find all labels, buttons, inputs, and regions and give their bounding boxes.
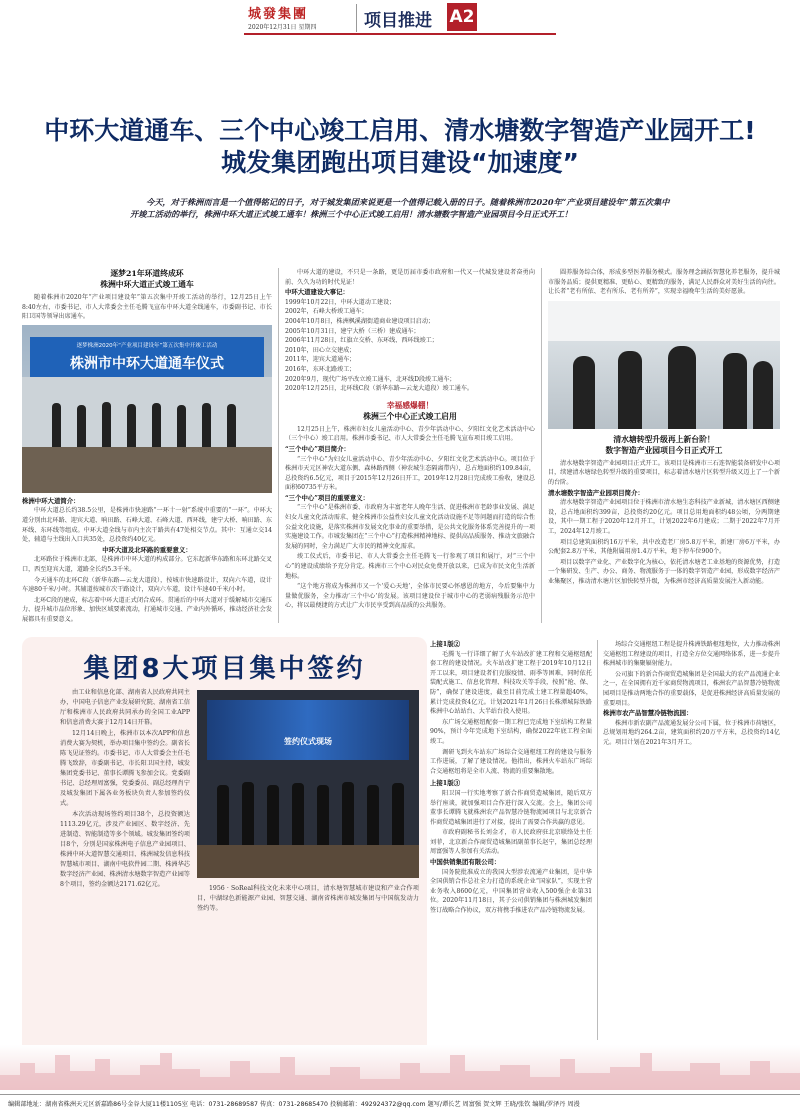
signing-text	[60, 688, 190, 891]
qingshuitang-banner-2: 数字智造产业园项目今日正式开工	[605, 445, 723, 455]
timeline-head: 中环大道建设大事记：	[285, 288, 349, 297]
supply-group-head: 中国供销集团有限公司：	[430, 858, 501, 867]
article-highway-para: 随着株洲市2020年“产业项目建设年”第五次集中开竣工活动的举行，12月25日上午8:40左右，市委书记、市人大常委会主任毛腾飞宣布中环大道全线通车，市委副书记、市长阳卫国等领导出席通车。	[22, 294, 272, 321]
centers-sub-1: “三个中心”项目简介：	[285, 444, 350, 453]
headline-line-1: 中环大道通车、三个中心竣工启用、清水塘数字智造产业园开工!	[44, 116, 756, 145]
signing-para-3: 本次活动现场签约项目38个，总投资额达1113.29亿元，涉及产业园区、数字经济、先进制造、智能制造等多个领域。城发集团签约项目8个，分别是国家株洲电子信息产业园项目、株洲中环大道智慧交通项目、株洲城发信息科技智慧城市项目、湖南中电软件园二期、株洲华芯数字经济产业园、株洲清水塘数字智造产业园等8个项目，签约金额达2171.62亿元。	[60, 811, 190, 888]
signing-para-2: 12月14日晚上，株洲市以本次APP和信息消费大赛为契机，举办项目集中签约会。副省长陈飞见证签约。市委书记、市人大常委会主任毛腾飞致辞，市委副书记、市长阳卫国主持，城发集团党委书记、董事长谭腾飞参加会议。党委副书记、总经理周富强，党委委员、副总经理肖宁及城发集团下属各业务板块负责人参加签约仪式。	[60, 730, 190, 807]
highway-para-5: 北环C段的建成，标志着中环大道正式闭合成环。贯通后的中环大道对于缓解城市交通压力、提升城市品位形象、加快区域要素流动，打通城市交通、产业内外循环，推动经济社会发展都具有重要意义。	[22, 596, 272, 623]
inspection-photo	[548, 301, 780, 429]
main-headline	[20, 115, 780, 179]
page-number: A2	[447, 3, 477, 31]
continued-para: 东广场交通枢纽配套一期工程已完成地下室结构工程量90%，预计今年完成地下室结构，确保2022年底工程全面竣工。	[430, 718, 592, 745]
continued-para: 市政府副秘书长刘金才，市人民政府驻北京联络处主任刘菲，北京新合作商贸造城集团副董事长赵宁，集团总经理周富强等人参加有关活动。	[430, 829, 592, 856]
continued-para: 国务院批准成立的我国大型涉农流通产业集团，是中华全国供销合作总社全力打造的系统企业“国家队”，实现主营业务收入8600亿元，中国集团营业收入500强企业第31位。2020年11月18日，其子公司供销集团与株洲城发集团签订战略合作协议，双方将携手推进农产品冷链物流发展。	[430, 868, 592, 915]
highway-intro-para: 中环大道总长约38.5公里，是株洲市快速路“一环十一射”系统中重要的“一环”。中环大道分别由北环路、迎宾大道、响田路、石峰大道、石峰大道、西环线，建宁大桥、响田路、东环线、东环线等组成。中环大道全线与市内主次干路共有47处相交节点。其中：互通立交14处，辅道与主线出入口共35处，总投资约40亿元。	[22, 507, 272, 544]
article-qingshuitang	[548, 268, 780, 588]
highway-para-6: 中环大道的建设，不只是一条路，更是历届市委市政府和一代又一代城发建设者奋勇向前、久久为功的时代见证！	[285, 269, 535, 286]
timeline-item: 2010年，田心立交建成；	[285, 346, 356, 354]
masthead-brand: 城發集團	[248, 7, 309, 22]
signing-photo	[197, 690, 419, 878]
ceremony-backdrop-title: 株洲市中环大道通车仪式	[70, 355, 224, 372]
continued-col-2	[603, 640, 780, 749]
article-highway	[22, 268, 272, 626]
article-centers	[285, 268, 535, 612]
header-divider	[356, 4, 357, 32]
timeline-item: 2004年10月8日，株洲枫溪湖街道商业建设项目启动；	[285, 317, 435, 325]
timeline-item: 2016年，东环北路竣工；	[285, 365, 356, 373]
continued-tag-3: 上接1版③	[430, 779, 461, 788]
centers-para-3: “三个中心”是株洲市委、市政府为丰富老年人晚年生活、促进株洲市老龄事业发展、满足妇女儿童文化活动需求、健全株洲市公益性妇女儿童文化活动设施不足等问题而打造的综合性公益文化设施，是落实株洲市发展文化事业的重要举措，是公共文化服务体系完善提升的一项实施建设工作。市城发集团在“三个中心”打造株洲精神地标、提供高品质服务、推动文旅融合发展的同时，全力满足广大市民的精神文化需求。	[285, 504, 535, 550]
ceremony-backdrop-small: 逐梦株洲2020年“产业项目建设年”第五次集中开竣工活动	[76, 342, 218, 349]
continued-tag-2: 上接1版②	[430, 640, 461, 648]
timeline-item: 2011年，迎宾大道通车；	[285, 356, 356, 364]
signing-photo-banner: 签约仪式现场	[284, 737, 332, 746]
signing-section-title: 集团8大项目集中签约	[83, 654, 366, 684]
continued-para: 调研飞到火车站东广场综合交通枢纽工程的建设与服务工作进展，了解了建设情况。他指出，株洲火车站东广场综合交通枢纽将是全市人流、物流的重要集散地。	[430, 748, 592, 775]
continued-col-1	[430, 640, 592, 917]
continued-para: 毛腾飞一行详细了解了火车站改扩建工程和交通枢纽配套工程的建设情况。火车站改扩建工程于2019年10月12日开工以来，项目建设者们克服疫情、雨季等困难，同时依托装配式施工、信息化管理、科技攻关等手段，按照“抢、保、防”，确保了建设进度，截至目前完成土建工程量超40%，累计完成投资4亿元。计划2021年1月26日长株潭城际铁路株洲中心站站台、大半站台投入使用。	[430, 650, 592, 716]
signing-para-1: 由工业和信息化部、湖南省人民政府共同主办，中国电子信息产业发展研究院、湖南省工信厅和株洲市人民政府共同承办的全国工业APP和信息消费大赛于12月14日开幕。	[60, 689, 190, 726]
headline-line-2: 城发集团跑出项目建设“加速度”	[221, 148, 579, 177]
centers-title-1: 幸福感爆棚！	[386, 400, 434, 410]
ceremony-photo	[22, 325, 272, 493]
timeline-item: 2005年10月31日，建宁大桥（三桥）建成通车；	[285, 327, 420, 335]
highway-para-3: 北环路位于株洲市北部，是株洲市中环大道的构成部分。它东起新华东路和东环北路交叉口，西至迎宾大道，道路全长约5.3千米。	[22, 556, 272, 573]
page-footer: 编辑部地址：湖南省株洲天元区新嘉路86号金谷大厦11楼1105室 电话：0731-28689587 传真：0731-28685470 投稿邮箱：492924372@qq.com 题写/谭长艺 周富强 贺文辉 王晓/张钦 编辑/罗泽丹 周漫	[0, 1094, 800, 1120]
article-highway-title-2: 株洲中环大道正式竣工通车	[100, 280, 194, 289]
timeline-item: 2006年11月28日，红旗立交桥、东环线、西环线竣工；	[285, 337, 438, 345]
timeline-item: 2020年9月，现代广场平改立竣工通车，北环线D段竣工通车；	[285, 375, 456, 383]
timeline-item: 2002年，石峰大桥竣工通车；	[285, 308, 368, 316]
centers-para-2: “三个中心”为妇女儿童活动中心、青少年活动中心、夕阳红文化艺术活动中心。项目位于株洲市天元区神农大道东侧、森林路西侧（神农城生态隔离带内），总占地面积约109.84亩，总投资约6.5亿元，项目于2015年12月26日开工，2019年12月28日完成竣工验收，建设总面积60735平方米。	[285, 455, 535, 492]
continued-para: 场综合交通枢纽工程是提升株洲铁路枢纽地位，大力推动株洲交通枢纽工程建设的项目，打造全方位交通网络体系，进一步提升株洲城市的集聚辐射能力。	[603, 641, 780, 668]
signing-caption	[197, 884, 419, 915]
timeline-item: 1999年10月22日，中环大道动工建设；	[285, 298, 396, 306]
centers-para-4: 竣工仪式后，市委书记、市人大常委会主任毛腾飞一行参观了项目和展厅，对“三个中心”的建设成绩给予充分肯定。株洲市三个中心对民众免费开放以来，已成为市民文化生活新地标。	[285, 553, 535, 580]
qingshuitang-para-1: 清水塘数字智造产业园项目正式开工。该项目是株洲市三石连智能装备研发中心项目，续建清水塘绿色转型升级的重要项目，标志着清水塘片区转型升级又迈上了一个新的台阶。	[548, 459, 780, 486]
qingshuitang-top-para: 圆养服务综合体，形成多型医养服务模式。服务理念涵括智慧化养老服务，提升城市服务品质；提供更精准、更贴心、更精致的服务，满足人民群众对美好生活的向往。让长者“老有所依、老有所乐、老有所养”，实现幸福晚年生活的美好愿景。	[548, 269, 780, 296]
ceremony-backdrop	[30, 337, 264, 377]
header-rule	[244, 33, 556, 35]
continued-para: 公司旗下的新合作商贸造城集团是全国最大的农产品流通企业之一，在全国拥有近千家商贸物流项目，株洲农产品智慧冷链物流园项目是推动两地合作的重要载体，是促进株洲经济高质量发展的重要项目。	[603, 670, 780, 707]
qingshuitang-para-2: 清水塘数字智造产业园项目位于株洲市清水塘生态科技产业新城，清水塘区西侧建设，总占地面积约399亩，总投资约20亿元。项目总用地面积约48公顷，分两期建设，其中一期工程于2020年12月开工，计划2022年6月建成；二期于2022年7月开工，2024年12月竣工。	[548, 499, 780, 535]
centers-para-1: 12月25日上午，株洲市妇女儿童活动中心、青少年活动中心、夕阳红文化艺术活动中心（三个中心）竣工启用。株洲市委书记、市人大常委会主任毛腾飞宣布项目竣工启用。	[285, 425, 535, 443]
section-title: 项目推进	[364, 11, 432, 31]
qingshuitang-para-4: 项目以数字产业化、产业数字化为核心，依托清水塘老工业基地的资源优势，打造一个集研发、生产、办公、商务、物流服务于一体的数字智造产业园，形成数字经济产业集聚区，推动清水塘片区加快转型升级，为株洲市经济高质量发展注入新动能。	[548, 558, 780, 585]
skyline-decoration	[0, 1045, 800, 1090]
highway-para-4: 今天通车的北环C段（新华东路—云龙大道段），按城市快速路设计，双向六车道，设计车速80千米/小时。其辅道按城市次干路设计，双向六车道，设计车速40千米/小时。	[22, 576, 272, 594]
centers-para-5: “这个地方将成为株洲市又一个‘爱心天地’，全体市民要心怀感恩的地方，今后要集中力量做优服务，全力推动‘三个中心’的发展。该项目建设位于城市中心的老弱病残服务示范中心，将以最便捷的方式让广大市民享受到高品质的公共服务。	[285, 583, 535, 610]
timeline-item: 2020年12月25日，北环线C段（新华东路—云龙大道段）竣工通车。	[285, 385, 474, 393]
continued-para: 阳卫国一行实地考察了新合作商贸造城集团，随后双方举行座谈，就加强项目合作进行深入交流。会上，集团公司董事长谭腾飞就株洲农产品智慧冷链物流园项目与北京新合作商贸造城集团进行了对接，提出了需要合作共赢的意见。	[430, 789, 592, 826]
lead-paragraph: 今天，对于株洲而言是一个值得铭记的日子，对于城发集团来说更是一个值得记载入册的日子。随着株洲市2020年“产业项目建设年”第五次集中开竣工活动的举行，株洲中环大道正式竣工通车！株洲三个中心正式竣工启用！清水塘数字智造产业园项目今日正式开工！	[130, 197, 670, 219]
article-highway-title-1: 逐梦21年环道终成环	[110, 269, 184, 278]
centers-sub-2: “三个中心”项目的重要意义：	[285, 493, 370, 502]
centers-title-2: 株洲三个中心正式竣工启用	[363, 411, 457, 421]
edition-date: 2020年12月31日 星期四	[248, 24, 317, 31]
qingshuitang-para-3: 项目总建筑面积约16万平米，共中改造老厂房5.8万平米，新建厂房6万平米，办公配套2.8万平米，其他附属用房1.4万平米，地下停车位900个。	[548, 538, 780, 556]
highway-intro-head: 株洲中环大道简介：	[22, 496, 80, 505]
skyline-silhouette	[0, 1045, 800, 1090]
qingshuitang-banner-1: 清水塘转型升级再上新台阶！	[613, 434, 715, 444]
qingshuitang-sub: 清水塘数字智造产业园项目简介：	[548, 488, 644, 497]
continued-para: 株洲市新农副产品流通发展分公司下属，位于株洲市荷塘区，总规划用地约264.2亩，建筑面积约20万平方米，总投资约14亿元。项目计划在2021年3月开工。	[603, 719, 780, 746]
highway-significance-head: 中环大道及北环路的重要意义：	[102, 545, 192, 554]
coldchain-head: 株洲市农产品智慧冷链物流园：	[603, 709, 693, 718]
signing-caption-text: 1956 · SoReal科技文化未来中心项目，清水塘智慧城市建设和产业合作项目，中湖绿色新能源产业园、智慧交通、湖南省株洲市城发集团与中国航发动力签约等。	[197, 885, 419, 912]
